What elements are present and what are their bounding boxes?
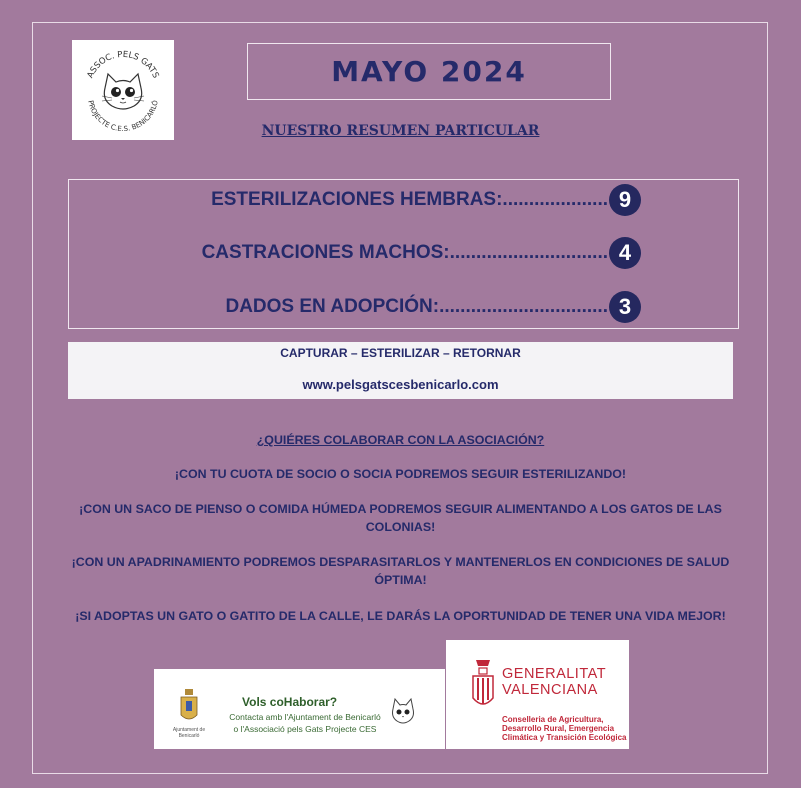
stat-row-castrations	[69, 235, 738, 271]
collaborate-p3-line2: ÓPTIMA!	[374, 573, 427, 587]
benicarlo-banner	[154, 669, 445, 749]
stat-row-sterilizations	[69, 182, 738, 218]
vols-colaborar-text: Vols coHaborar?	[242, 695, 338, 709]
stat-value-badge: 9	[609, 184, 641, 216]
stat-label: ESTERILIZACIONES HEMBRAS:....................	[211, 189, 608, 210]
stat-value-badge: 3	[609, 291, 641, 323]
cer-motto: CAPTURAR – ESTERILIZAR – RETORNAR	[280, 346, 521, 360]
generalitat-banner	[446, 640, 629, 749]
collaborate-p1: ¡CON TU CUOTA DE SOCIO O SOCIA PODREMOS SEGUIR ESTERILIZANDO!	[174, 467, 627, 481]
stat-label: CASTRACIONES MACHOS:..............................	[201, 242, 608, 263]
collaborate-p3-line1: ¡CON UN APADRINAMIENTO PODREMOS DESPARASITARLOS Y MANTENERLOS EN CONDICIONES DE SALUD	[71, 555, 730, 569]
collaborate-p2-line1: ¡CON UN SACO DE PIENSO O COMIDA HÚMEDA PODREMOS SEGUIR ALIMENTANDO A LOS GATOS DE LAS	[79, 502, 722, 516]
stats-box	[68, 179, 739, 329]
small-cat-logo-icon	[379, 685, 427, 739]
contact-text: Contacta amb l'Ajuntament de Benicarló o l'Associació pels Gats Projecte CES	[229, 712, 381, 734]
conselleria-name: Conselleria de Agricultura, Desarrollo Rural, Emergencia Climática y Transición Ecológica	[502, 715, 627, 742]
collaborate-p4: ¡SI ADOPTAS UN GATO O GATITO DE LA CALLE, LE DARÁS LA OPORTUNIDAD DE TENER UNA VIDA MEJOR!	[75, 609, 726, 623]
page-title: MAYO 2024	[331, 55, 527, 88]
stat-value-badge: 4	[609, 237, 641, 269]
title-box	[247, 43, 611, 100]
logo-text-top: ASSOC. PELS GATS	[85, 49, 161, 80]
collaborate-p2-line2: COLONIAS!	[365, 520, 436, 534]
logo-text-bottom: PROJECTE C.E.S. BENICARLÓ	[86, 99, 160, 134]
svg-text:ASSOC. PELS GATS	[86, 50, 161, 80]
ajuntament-label: Ajuntament de Benicarló	[172, 727, 206, 739]
generalitat-name: GENERALITAT VALENCIANA	[502, 666, 607, 698]
website-link[interactable]: www.pelsgatscesbenicarlo.com	[302, 377, 499, 392]
collaborate-heading: ¿QUIÉRES COLABORAR CON LA ASOCIACIÓN?	[256, 433, 545, 447]
stat-label: DADOS EN ADOPCIÓN:................................	[225, 296, 608, 317]
generalitat-logo-icon	[470, 658, 496, 714]
info-box	[68, 342, 733, 399]
stat-row-adoptions	[69, 289, 738, 325]
page-subtitle: NUESTRO RESUMEN PARTICULAR	[261, 123, 540, 139]
